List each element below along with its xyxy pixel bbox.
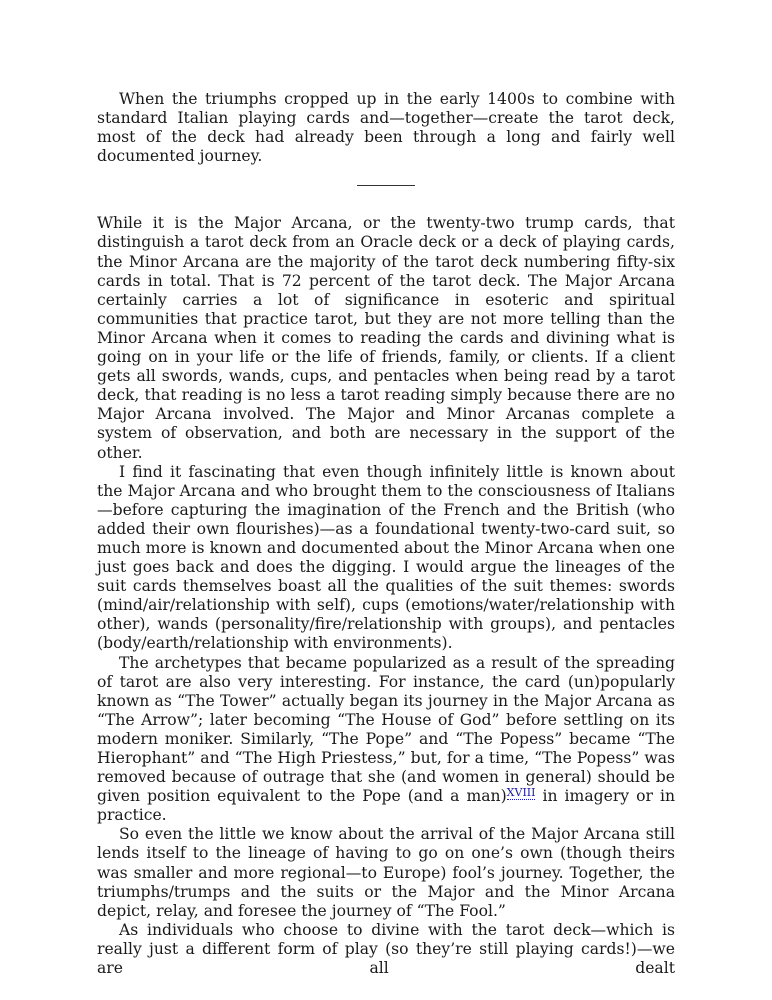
body-paragraph-2: I find it fascinating that even though infinitely little is known about the Major Arcana and who brought them to the consciousness of Italians—before capturing the imagination of the French and the British (who added their own flourishes)—as a foundational twenty-two-card suit, so much more is known and documented about the Minor Arcana when one just goes back and does the digging. I would argue the lineages of the suit cards themselves boast all the qualities of the suit themes: swords (mind/air/relationship with self), cups (emotions/water/relationship with other), wands (personality/fire/relationship with groups), and pentacles (body/earth/relationship with environments). xyxy=(97,462,675,653)
body-paragraph-5: As individuals who choose to divine with the tarot deck—which is really just a different form of play (so they’re still playing cards!)—we are all dealt xyxy=(97,920,675,978)
document-page xyxy=(97,90,675,978)
section-divider xyxy=(357,185,415,186)
body-paragraph-3-tail: in imagery or in practice. xyxy=(97,787,675,825)
intro-paragraph: When the triumphs cropped up in the early 1400s to combine with standard Italian playing cards and—together—create the tarot deck, most of the deck had already been through a long and fairly well documented journey. xyxy=(97,90,675,166)
body-paragraph-4: So even the little we know about the arrival of the Major Arcana still lends itself to the lineage of having to go on one’s own (though theirs was smaller and more regional—to Europe) fool’s journey. Together, the triumphs/trumps and the suits or the Major and the Minor Arcana depict, relay, and foresee the journey of “The Fool.” xyxy=(97,825,675,920)
body-paragraph-1: While it is the Major Arcana, or the twenty-two trump cards, that distinguish a tarot deck from an Oracle deck or a deck of playing cards, the Minor Arcana are the majority of the tarot deck numbering fifty-six cards in total. That is 72 percent of the tarot deck. The Major Arcana certainly carries a lot of significance in esoteric and spiritual communities that practice tarot, but they are not more telling than the Minor Arcana when it comes to reading the cards and divining what is going on in your life or the life of friends, family, or clients. If a client gets all swords, wands, cups, and pentacles when being read by a tarot deck, that reading is no less a tarot reading simply because there are no Major Arcana involved. The Major and Minor Arcanas complete a system of observation, and both are necessary in the support of the other. xyxy=(97,214,675,462)
body-paragraph-3-text: The archetypes that became popularized as a result of the spreading of tarot are also very interesting. For instance, the card (un)popularly known as “The Tower” actually began its journey in the Major Arcana as “The Arrow”; later becoming “The House of God” before settling on its modern moniker. Similarly, “The Pope” and “The Popess” became “The Hierophant” and “The High Priestess,” but, for a time, “The Popess” was removed because of outrage that she (and women in general) should be given position equivalent to the Pope (and a man) xyxy=(97,653,675,806)
footnote-link[interactable]: XVIII xyxy=(506,786,536,800)
body-paragraph-3 xyxy=(97,654,675,826)
